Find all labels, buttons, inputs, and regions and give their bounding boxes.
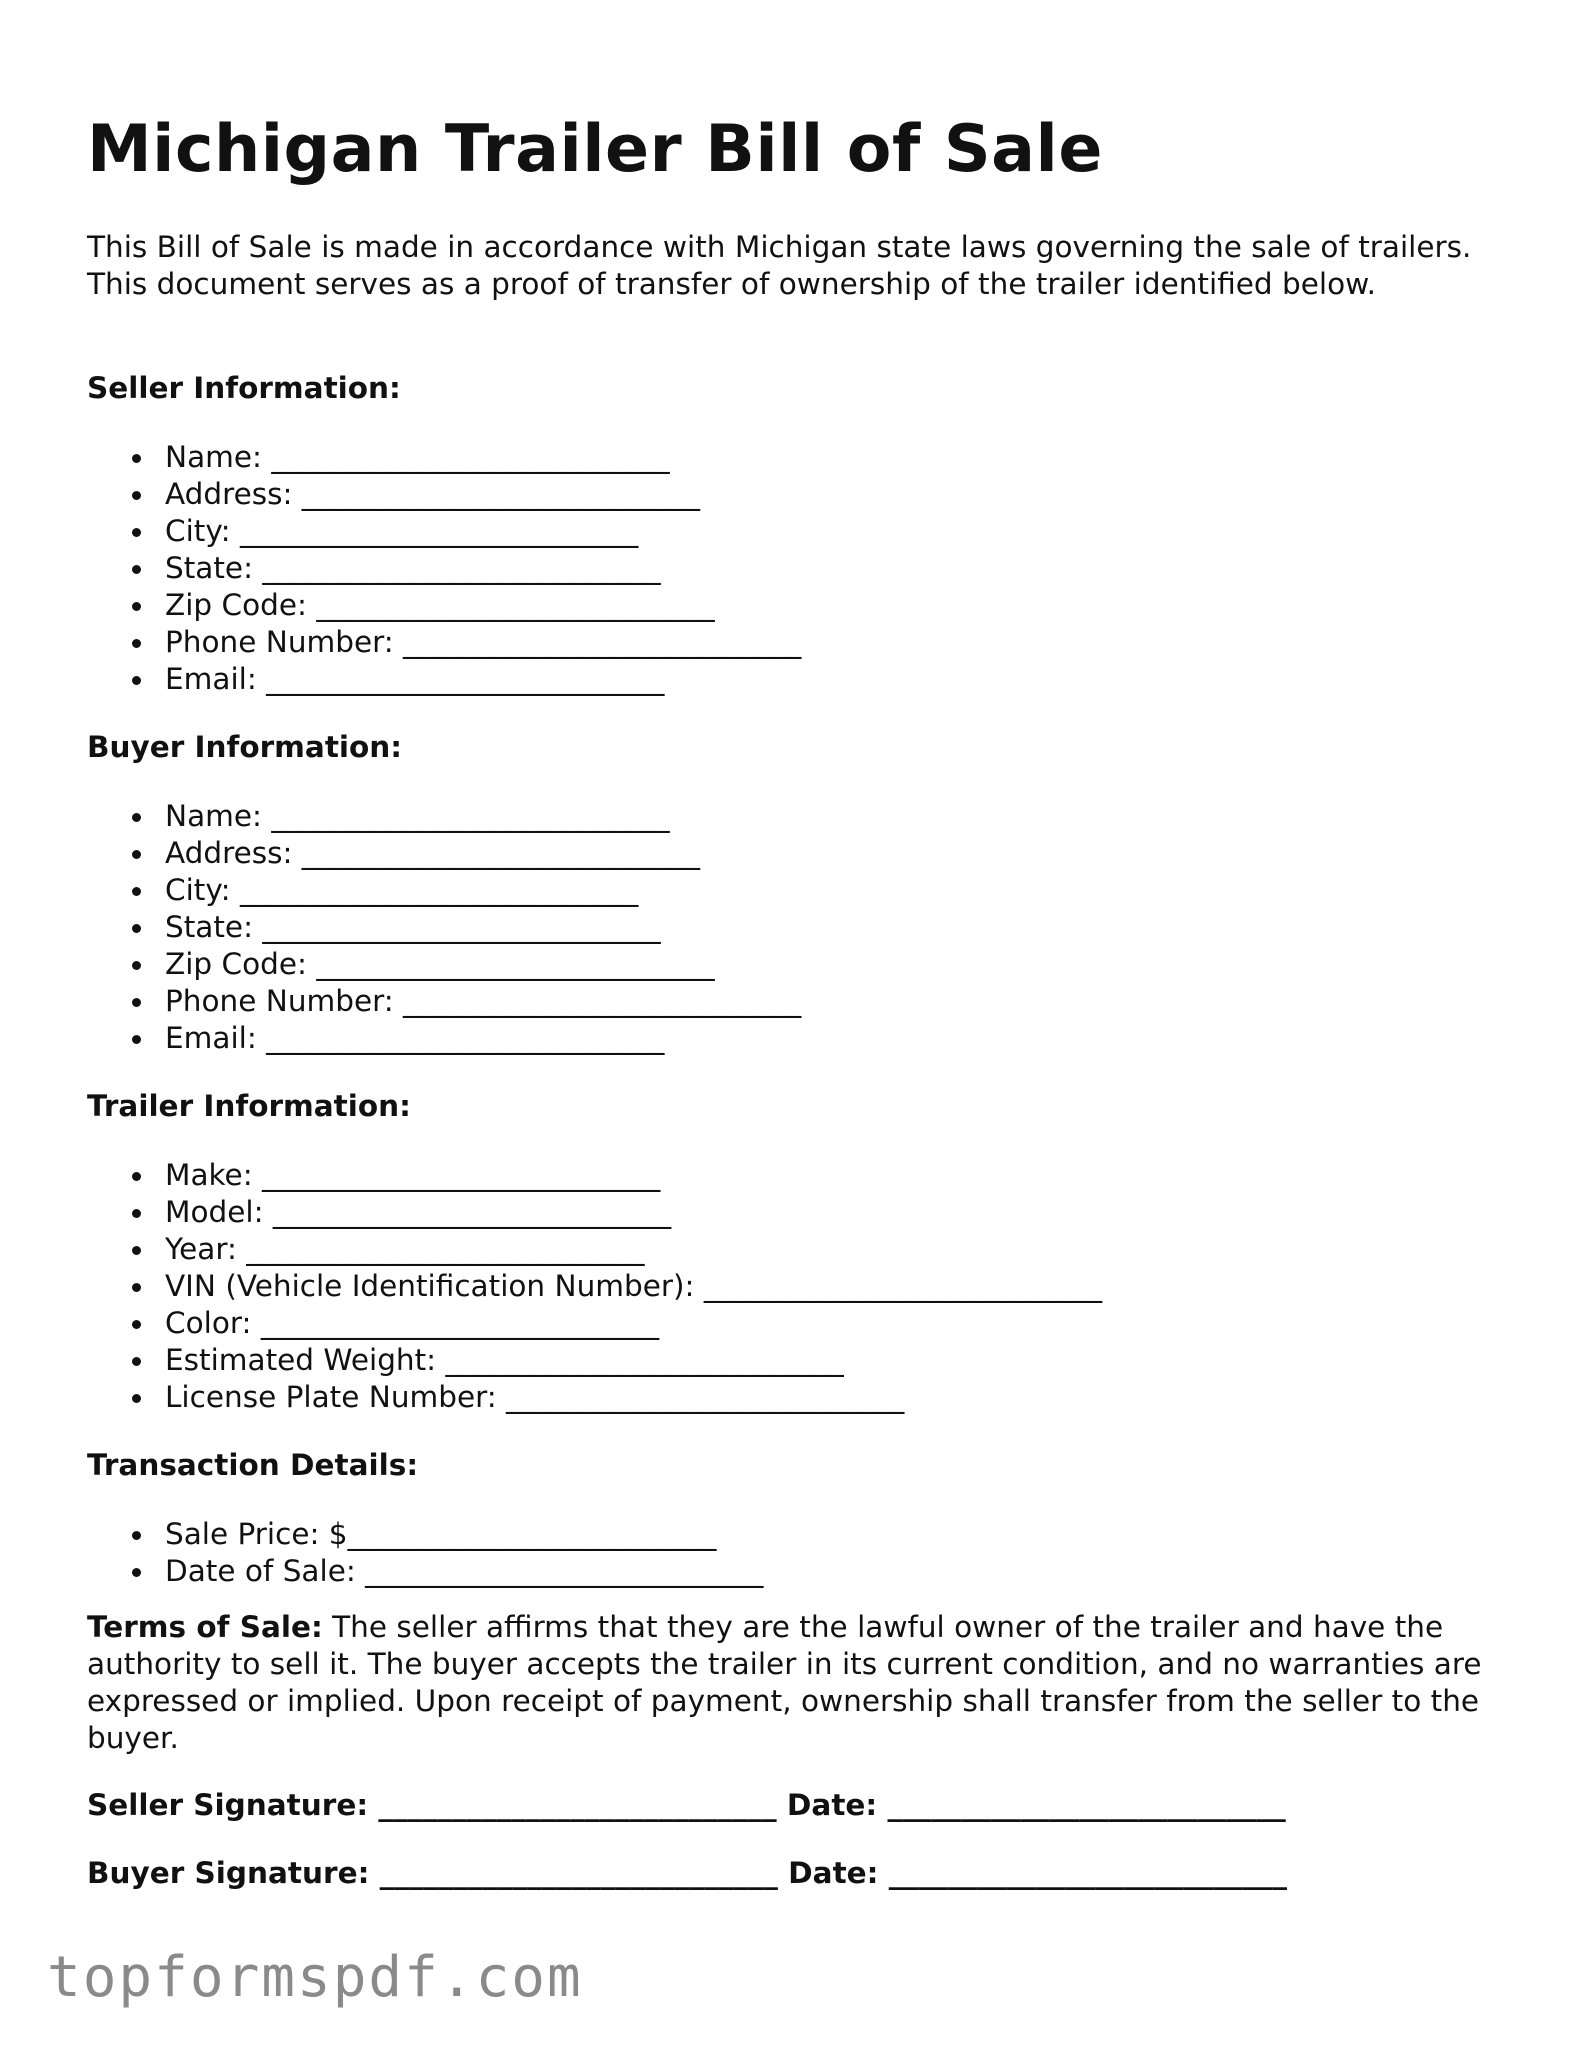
buyer-name-field: Name: ___________________________ bbox=[87, 798, 801, 835]
trailer-model-field: Model: ___________________________ bbox=[87, 1194, 1102, 1231]
buyer-section-heading: Buyer Information: bbox=[87, 730, 403, 764]
seller-address-field: Address: ___________________________ bbox=[87, 476, 801, 513]
trailer-make-field: Make: ___________________________ bbox=[87, 1157, 1102, 1194]
buyer-address-field: Address: ___________________________ bbox=[87, 835, 801, 872]
buyer-signature-line: Buyer Signature: ___________________________ Date: ___________________________ bbox=[87, 1856, 1287, 1890]
buyer-fields-list bbox=[87, 798, 801, 1057]
buyer-phone-field: Phone Number: ___________________________ bbox=[87, 983, 801, 1020]
seller-email-field: Email: ___________________________ bbox=[87, 661, 801, 698]
buyer-state-field: State: ___________________________ bbox=[87, 909, 801, 946]
seller-name-field: Name: ___________________________ bbox=[87, 439, 801, 476]
seller-state-field: State: ___________________________ bbox=[87, 550, 801, 587]
trailer-color-field: Color: ___________________________ bbox=[87, 1305, 1102, 1342]
watermark: topformspdf.com bbox=[47, 1945, 583, 2010]
seller-city-field: City: ___________________________ bbox=[87, 513, 801, 550]
buyer-email-field: Email: ___________________________ bbox=[87, 1020, 801, 1057]
terms-text: The seller affirms that they are the lawful owner of the trailer and have the authority to sell it. The buyer accepts the trailer in its current condition, and no warranties are expressed or implied. Upon receipt of payment, ownership shall transfer from the seller to the buyer. bbox=[87, 1610, 1482, 1755]
buyer-zip-field: Zip Code: ___________________________ bbox=[87, 946, 801, 983]
terms-label: Terms of Sale: bbox=[87, 1610, 323, 1644]
terms-of-sale-paragraph bbox=[87, 1609, 1507, 1757]
seller-phone-field: Phone Number: ___________________________ bbox=[87, 624, 801, 661]
trailer-year-field: Year: ___________________________ bbox=[87, 1231, 1102, 1268]
page-title: Michigan Trailer Bill of Sale bbox=[87, 112, 1103, 187]
intro-paragraph: This Bill of Sale is made in accordance with Michigan state laws governing the sale of trailers. This document serves as a proof of transfer of ownership of the trailer identified below. bbox=[87, 230, 1472, 301]
seller-zip-field: Zip Code: ___________________________ bbox=[87, 587, 801, 624]
trailer-fields-list bbox=[87, 1157, 1102, 1416]
seller-section-heading: Seller Information: bbox=[87, 371, 401, 405]
trailer-plate-field: License Plate Number: ___________________________ bbox=[87, 1379, 1102, 1416]
seller-fields-list bbox=[87, 439, 801, 698]
trailer-vin-field: VIN (Vehicle Identification Number): ___________________________ bbox=[87, 1268, 1102, 1305]
trailer-weight-field: Estimated Weight: ___________________________ bbox=[87, 1342, 1102, 1379]
sale-date-field: Date of Sale: ___________________________ bbox=[87, 1553, 763, 1590]
seller-signature-line: Seller Signature: ___________________________ Date: ___________________________ bbox=[87, 1788, 1286, 1822]
sale-price-field: Sale Price: $_________________________ bbox=[87, 1516, 763, 1553]
buyer-city-field: City: ___________________________ bbox=[87, 872, 801, 909]
trailer-section-heading: Trailer Information: bbox=[87, 1089, 411, 1123]
transaction-section-heading: Transaction Details: bbox=[87, 1448, 419, 1482]
transaction-fields-list bbox=[87, 1516, 763, 1590]
